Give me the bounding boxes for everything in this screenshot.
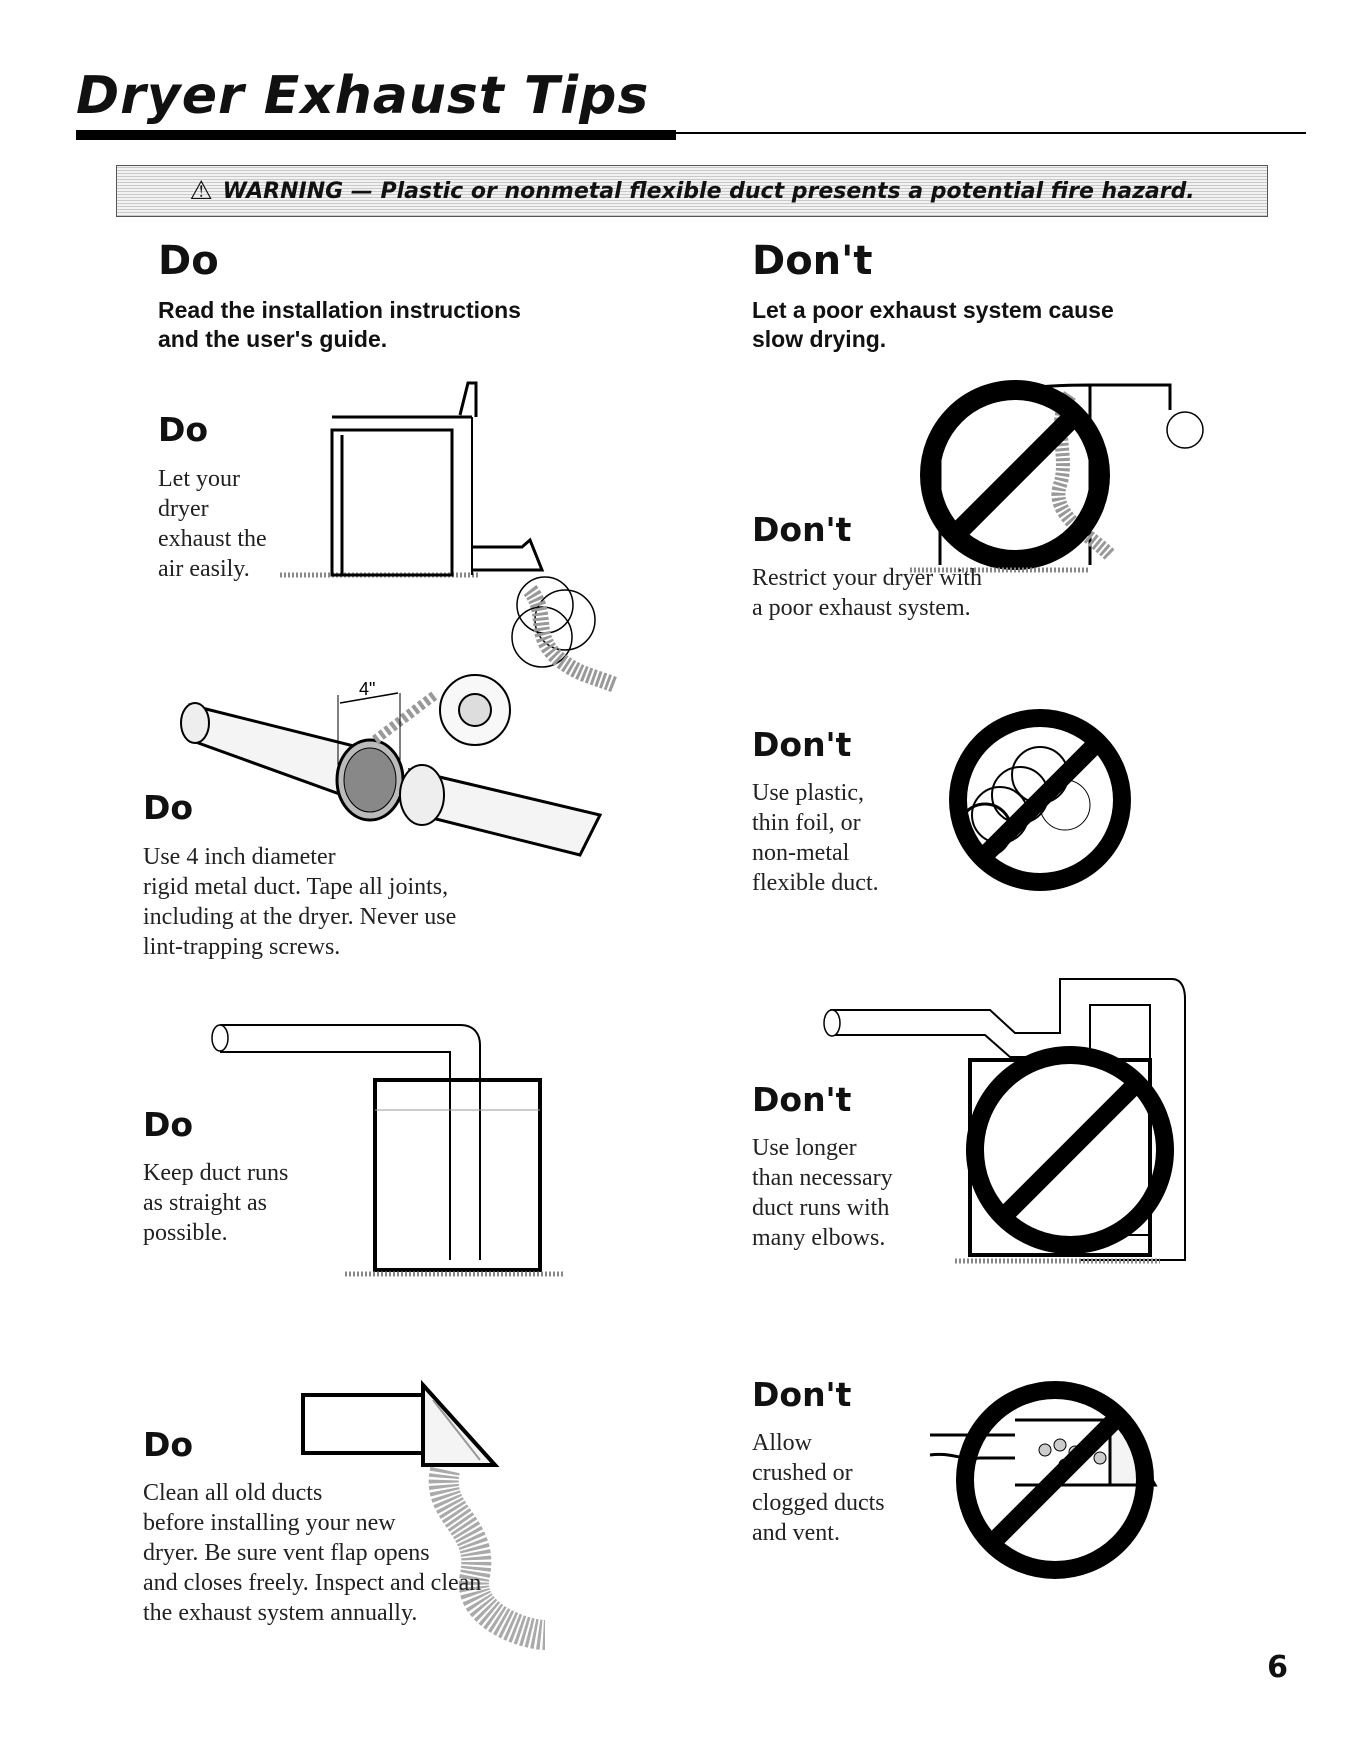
warning-triangle-icon: ⚠ xyxy=(189,176,213,206)
do-section-2-text: Use 4 inch diameter rigid metal duct. Tape all joints, including at the dryer. Never use lint-trapping screws. xyxy=(143,844,457,960)
dont-section-3-heading: Don't xyxy=(752,1080,852,1119)
do-section-4-heading: Do xyxy=(143,1425,194,1464)
page-number: 6 xyxy=(1267,1650,1288,1685)
dimension-label: 4" xyxy=(359,679,376,699)
dont-subheading-1: Let a poor exhaust system cause xyxy=(752,297,1114,323)
warning-text: WARNING — Plastic or nonmetal flexible duct presents a potential fire hazard. xyxy=(222,178,1195,204)
dryer-exhaust-illustration xyxy=(280,375,640,695)
do-section-1-heading: Do xyxy=(158,410,209,449)
crushed-duct-prohibited-illustration xyxy=(920,1370,1180,1600)
do-section-3-text: Keep duct runs as straight as possible. xyxy=(143,1160,289,1246)
dont-section-2-heading: Don't xyxy=(752,725,852,764)
do-subheading-2: and the user's guide. xyxy=(158,326,388,352)
dont-section-2-text: Use plastic, thin foil, or non-metal flexible duct. xyxy=(752,780,879,896)
dont-section-4-text: Allow crushed or clogged ducts and vent. xyxy=(752,1430,885,1546)
do-section-4-text: Clean all old ducts before installing your new dryer. Be sure vent flap opens and closes freely. Inspect and clean the exhaust system annually. xyxy=(143,1480,482,1626)
dont-section-3-text: Use longer than necessary duct runs with many elbows. xyxy=(752,1135,893,1251)
dont-section-1-heading: Don't xyxy=(752,510,852,549)
restricted-exhaust-illustration xyxy=(870,355,1250,595)
do-section-1-text: Let your dryer exhaust the air easily. xyxy=(158,466,267,582)
flexible-duct-prohibited-illustration xyxy=(945,705,1135,895)
do-column-heading: Do xyxy=(158,238,219,284)
do-section-2-heading: Do xyxy=(143,788,194,827)
do-subheading-1: Read the installation instructions xyxy=(158,297,521,323)
do-section-3-heading: Do xyxy=(143,1105,194,1144)
title-rule xyxy=(76,130,676,140)
dont-section-1-text: Restrict your dryer with a poor exhaust system. xyxy=(752,565,982,621)
page-title: Dryer Exhaust Tips xyxy=(76,66,650,126)
warning-banner xyxy=(116,165,1268,217)
dont-column-heading: Don't xyxy=(752,238,873,284)
title-rule-thin xyxy=(676,132,1306,134)
dont-subheading-2: slow drying. xyxy=(752,326,887,352)
dont-section-4-heading: Don't xyxy=(752,1375,852,1414)
